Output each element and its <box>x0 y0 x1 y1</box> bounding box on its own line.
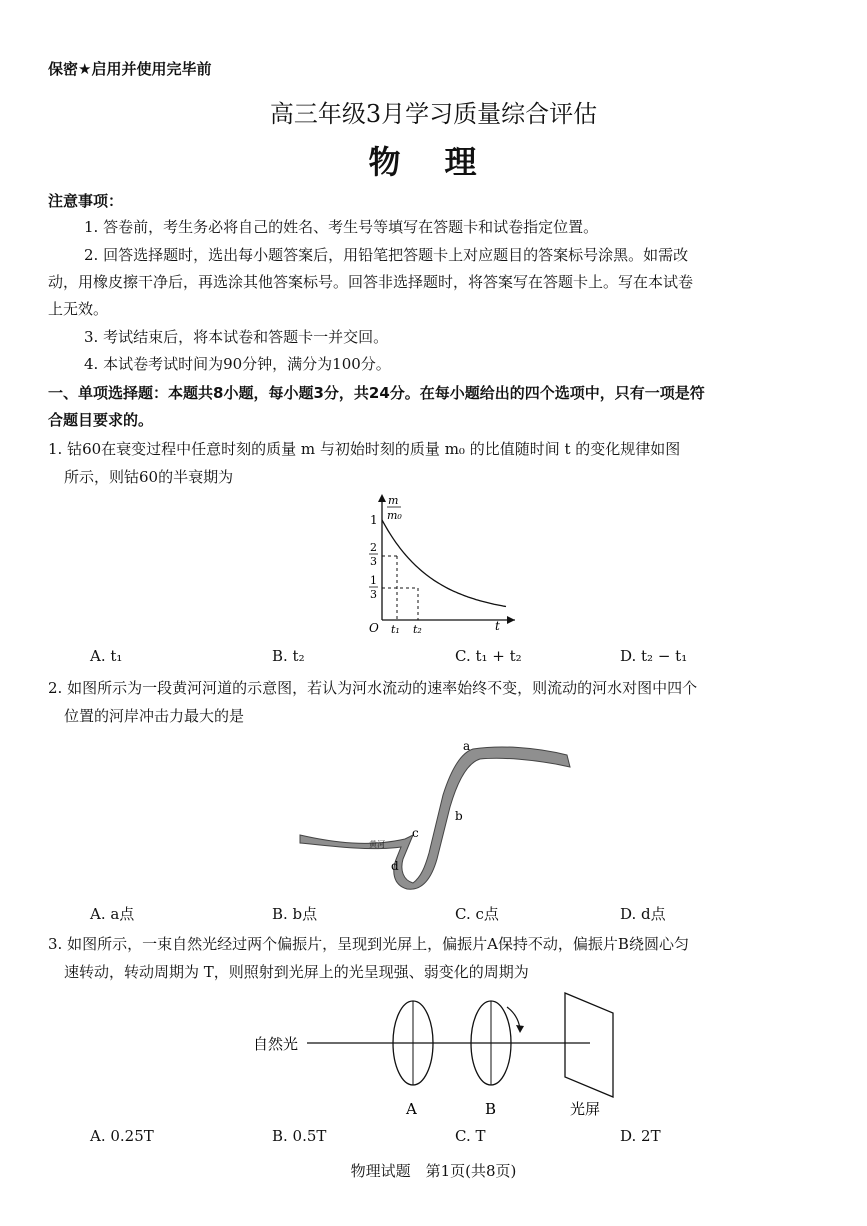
q3-option-a: A. 0.25T <box>90 1127 154 1145</box>
section-heading: 一、单项选择题：本题共8小题，每小题3分，共24分。在每小题给出的四个选项中，只有一项是符 <box>48 384 705 402</box>
q1-stem: 1. 钴60在衰变过程中任意时刻的质量 m 与初始时刻的质量 m₀ 的比值随时间 t 的变化规律如图 <box>48 440 681 458</box>
notice-title: 注意事项： <box>48 192 124 210</box>
origin-label: O <box>369 621 379 635</box>
y-tick-13-num: 1 <box>370 574 377 587</box>
river-diagram <box>295 735 585 895</box>
y-axis-label-den: m₀ <box>387 509 402 522</box>
q2-option-a: A. a点 <box>90 905 135 923</box>
y-axis-label-num: m <box>388 494 399 507</box>
q1-option-a: A. t₁ <box>90 647 123 665</box>
q2-stem-cont: 位置的河岸冲击力最大的是 <box>64 707 245 725</box>
notice-item: 4. 本试卷考试时间为90分钟，满分为100分。 <box>84 355 391 373</box>
t2-label: t₂ <box>413 623 422 636</box>
q3-option-d: D. 2T <box>620 1127 661 1145</box>
page-footer: 物理试题 第1页(共8页) <box>350 1162 517 1180</box>
y-tick-13-den: 3 <box>370 588 377 601</box>
q3-stem-cont: 速转动，转动周期为 T，则照射到光屏上的光呈现强、弱变化的周期为 <box>64 963 529 981</box>
q2-option-b: B. b点 <box>272 905 318 923</box>
point-b: b <box>455 809 463 823</box>
y-tick-23-den: 3 <box>370 555 377 568</box>
decay-graph <box>355 490 525 640</box>
y-tick-1: 1 <box>370 513 378 527</box>
point-c: c <box>412 826 419 840</box>
point-a: a <box>463 739 471 753</box>
q3-option-b: B. 0.5T <box>272 1127 327 1145</box>
exam-title: 高三年级3月学习质量综合评估 <box>269 100 598 128</box>
notice-item: 动，用橡皮擦干净后，再选涂其他答案标号。回答非选择题时，将答案写在答题卡上。写在本试卷 <box>48 273 694 291</box>
q1-option-d: D. t₂ − t₁ <box>620 647 688 665</box>
natural-light-label: 自然光 <box>253 1035 299 1053</box>
screen-label: 光屏 <box>570 1100 601 1118</box>
subject-title: 物理 <box>368 143 521 181</box>
q1-stem-cont: 所示，则钴60的半衰期为 <box>64 468 234 486</box>
q2-option-c: C. c点 <box>455 905 499 923</box>
river-name-label: 黄河 <box>369 840 385 849</box>
q1-option-c: C. t₁ + t₂ <box>455 647 522 665</box>
polarizer-diagram <box>245 985 645 1120</box>
label-b: B <box>485 1100 497 1118</box>
t-axis-label: t <box>495 619 500 633</box>
q1-option-b: B. t₂ <box>272 647 305 665</box>
notice-item: 上无效。 <box>48 300 109 318</box>
notice-item: 2. 回答选择题时，选出每小题答案后，用铅笔把答题卡上对应题目的答案标号涂黑。如需改 <box>84 246 689 264</box>
t1-label: t₁ <box>391 623 400 636</box>
point-d: d <box>391 859 399 873</box>
decay-curve <box>382 520 506 607</box>
notice-item: 1. 答卷前，考生务必将自己的姓名、考生号等填写在答题卡和试卷指定位置。 <box>84 218 599 236</box>
q2-option-d: D. d点 <box>620 905 666 923</box>
q3-option-c: C. T <box>455 1127 486 1145</box>
notice-item: 3. 考试结束后，将本试卷和答题卡一并交回。 <box>84 328 389 346</box>
q3-stem: 3. 如图所示，一束自然光经过两个偏振片，呈现到光屏上，偏振片A保持不动，偏振片B绕圆心匀 <box>48 935 689 953</box>
label-a: A <box>406 1100 417 1118</box>
river-channel <box>300 747 570 889</box>
y-tick-23-num: 2 <box>370 541 377 554</box>
q2-stem: 2. 如图所示为一段黄河河道的示意图，若认为河水流动的速率始终不变，则流动的河水对图中四个 <box>48 679 698 697</box>
section-heading-cont: 合题目要求的。 <box>48 411 154 429</box>
light-screen <box>565 993 613 1097</box>
confidential-label: 保密★启用并使用完毕前 <box>48 60 212 78</box>
